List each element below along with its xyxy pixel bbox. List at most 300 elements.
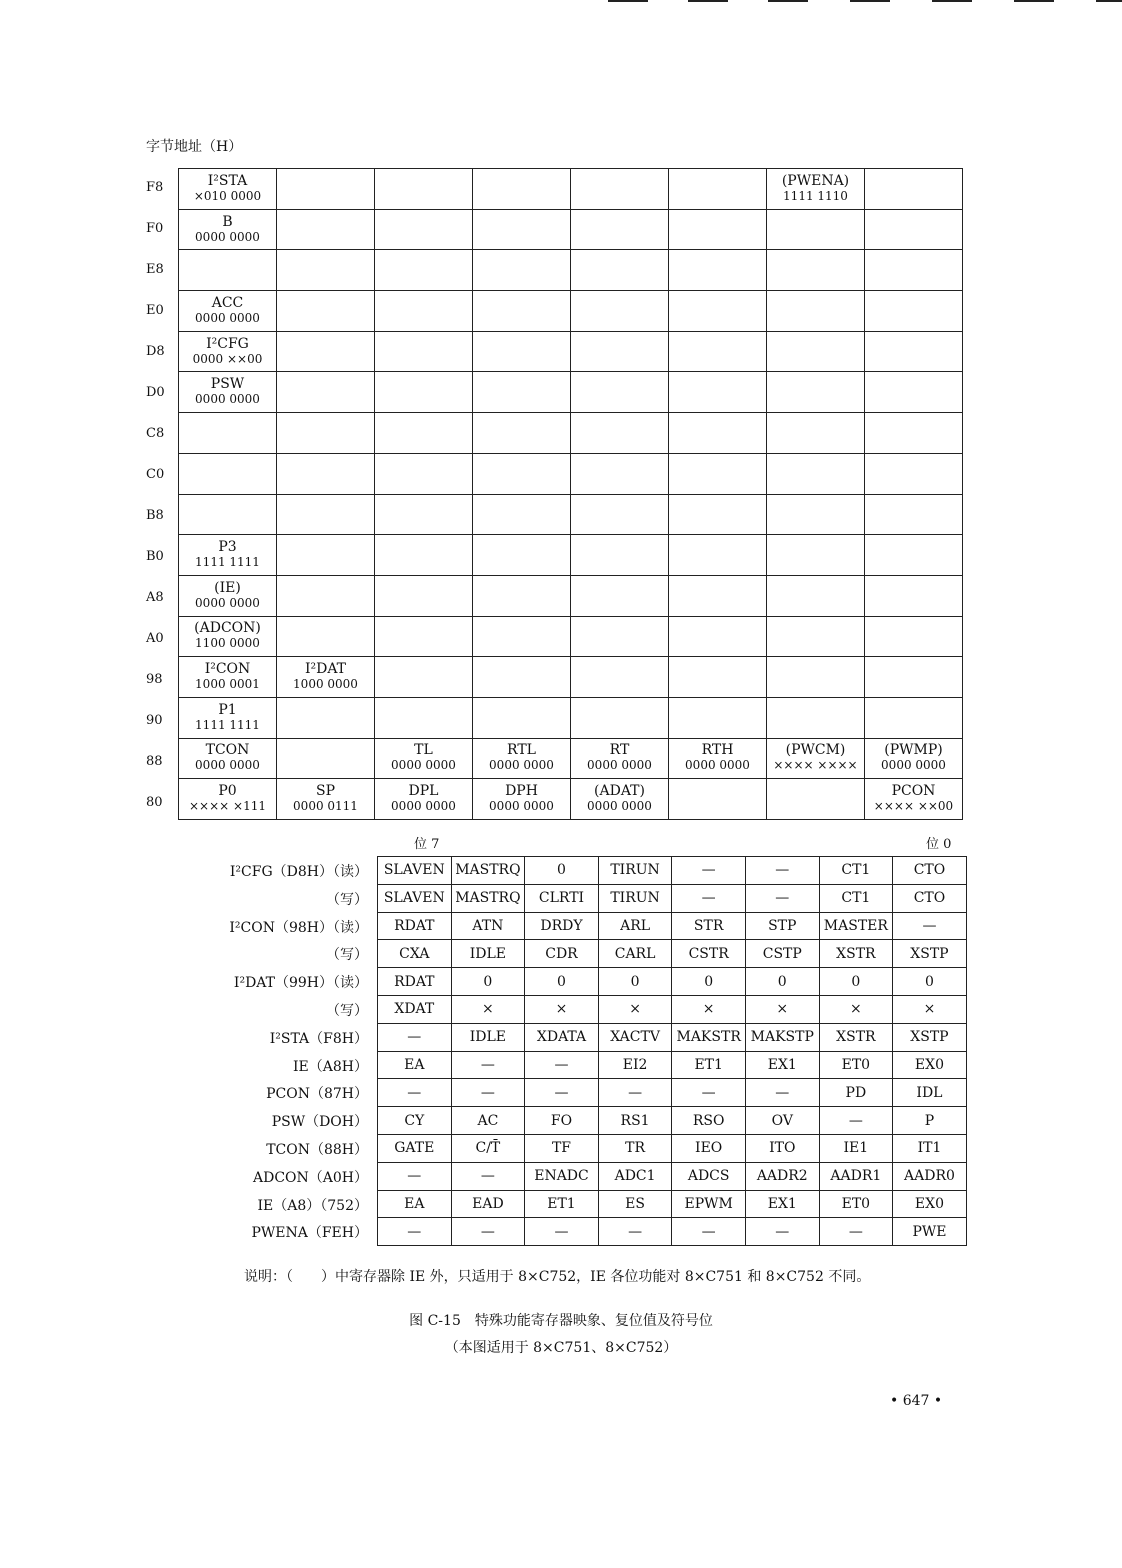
top-rule bbox=[1096, 0, 1122, 2]
map-cell bbox=[767, 697, 865, 738]
map-cell bbox=[865, 779, 963, 820]
address-label: B0 bbox=[146, 549, 164, 564]
map-cell bbox=[375, 738, 473, 779]
bit-row-label: PCON（87H） bbox=[266, 1086, 368, 1103]
bit-row-label: I²CFG（D8H）（读） bbox=[229, 864, 368, 880]
address-label: F0 bbox=[146, 221, 164, 236]
bit-cell: — bbox=[745, 857, 819, 885]
bit-cell: — bbox=[745, 1218, 819, 1246]
map-cell bbox=[865, 291, 963, 332]
map-cell bbox=[277, 738, 375, 779]
map-cell bbox=[473, 738, 571, 779]
register-name: TL bbox=[414, 742, 433, 759]
map-cell bbox=[277, 169, 375, 210]
bit-cell: — bbox=[451, 1218, 525, 1246]
map-row bbox=[179, 413, 963, 454]
register-name: I²CON bbox=[204, 661, 251, 678]
bit-row-label: TCON（88H） bbox=[266, 1142, 368, 1158]
address-label: A8 bbox=[146, 590, 164, 605]
map-cell bbox=[669, 291, 767, 332]
address-label: B8 bbox=[146, 508, 164, 523]
top-rule bbox=[768, 0, 808, 2]
reset-value: 0000 0111 bbox=[293, 799, 358, 814]
bit-cell: CT1 bbox=[819, 884, 893, 912]
map-cell bbox=[669, 779, 767, 820]
bit-cell: STR bbox=[672, 912, 746, 940]
reset-value: 0000 0000 bbox=[587, 758, 652, 773]
map-row bbox=[179, 535, 963, 576]
reset-value: 0000 0000 bbox=[489, 799, 554, 814]
address-label: E0 bbox=[146, 303, 164, 318]
reset-value: 0000 0000 bbox=[391, 758, 456, 773]
map-cell bbox=[669, 413, 767, 454]
map-cell bbox=[375, 494, 473, 535]
bit-cell: × bbox=[525, 995, 599, 1023]
map-cell bbox=[277, 291, 375, 332]
map-cell bbox=[669, 494, 767, 535]
map-cell bbox=[571, 738, 669, 779]
address-label: 98 bbox=[146, 672, 163, 687]
bit-cell: TF bbox=[525, 1134, 599, 1162]
figure-caption: 图 C-15 特殊功能寄存器映象、复位值及符号位 bbox=[409, 1313, 713, 1329]
top-rule bbox=[608, 0, 648, 2]
map-cell bbox=[179, 616, 277, 657]
bit-cell: ET0 bbox=[819, 1051, 893, 1079]
map-cell bbox=[767, 616, 865, 657]
top-rule bbox=[1014, 0, 1054, 2]
register-name: (PWENA) bbox=[781, 172, 850, 189]
bit-cell: MAKSTR bbox=[672, 1023, 746, 1051]
bit-row bbox=[378, 1051, 967, 1079]
bit-row bbox=[378, 1162, 967, 1190]
register-name: I²CFG bbox=[206, 335, 249, 352]
map-cell bbox=[669, 331, 767, 372]
address-label: 80 bbox=[146, 795, 163, 810]
map-cell bbox=[179, 779, 277, 820]
map-cell bbox=[767, 779, 865, 820]
bit-cell: AADR0 bbox=[893, 1162, 967, 1190]
bit-cell: EA bbox=[378, 1051, 452, 1079]
bit-cell: × bbox=[672, 995, 746, 1023]
map-cell bbox=[375, 697, 473, 738]
bit-cell: CTO bbox=[893, 857, 967, 885]
bit-cell: C/T̄ bbox=[451, 1134, 525, 1162]
map-cell bbox=[669, 372, 767, 413]
bit-cell: CXA bbox=[378, 940, 452, 968]
map-cell bbox=[277, 331, 375, 372]
top-rule bbox=[850, 0, 890, 2]
bit-cell: × bbox=[451, 995, 525, 1023]
reset-value: 0000 0000 bbox=[195, 595, 260, 610]
map-cell bbox=[571, 169, 669, 210]
reset-value: ×010 0000 bbox=[193, 188, 262, 203]
map-row bbox=[179, 697, 963, 738]
reset-value: 0000 0000 bbox=[195, 758, 260, 773]
map-cell bbox=[473, 413, 571, 454]
map-cell bbox=[277, 657, 375, 698]
bit-cell: — bbox=[745, 1079, 819, 1107]
map-cell bbox=[767, 657, 865, 698]
bit-cell: — bbox=[525, 1218, 599, 1246]
bit-cell: EX0 bbox=[893, 1190, 967, 1218]
bit-row-label: I²DAT（99H）（读） bbox=[233, 975, 368, 992]
map-cell bbox=[375, 575, 473, 616]
bit-cell: IDL bbox=[893, 1079, 967, 1107]
bit-cell: ITO bbox=[745, 1134, 819, 1162]
map-cell bbox=[179, 535, 277, 576]
bit-cell: EX0 bbox=[893, 1051, 967, 1079]
map-cell bbox=[571, 535, 669, 576]
reset-value: 1000 0000 bbox=[293, 677, 358, 692]
bit-row bbox=[378, 968, 967, 996]
reset-value: 0000 ××00 bbox=[192, 351, 263, 366]
map-cell bbox=[767, 209, 865, 250]
map-cell bbox=[865, 169, 963, 210]
reset-value: 1111 1111 bbox=[195, 717, 260, 732]
bit7-label: 位 7 bbox=[414, 837, 440, 852]
bit-cell: MAKSTP bbox=[745, 1023, 819, 1051]
bit-cell: ET1 bbox=[672, 1051, 746, 1079]
map-cell bbox=[277, 779, 375, 820]
bit-symbol-table bbox=[377, 856, 967, 1246]
map-cell bbox=[865, 535, 963, 576]
map-cell bbox=[669, 738, 767, 779]
reset-value: ×××× ×111 bbox=[189, 799, 266, 814]
bit-cell: FO bbox=[525, 1107, 599, 1135]
map-cell bbox=[277, 250, 375, 291]
map-cell bbox=[669, 209, 767, 250]
map-cell bbox=[473, 250, 571, 291]
reset-value: 1000 0001 bbox=[195, 677, 260, 692]
map-cell bbox=[375, 250, 473, 291]
bit-cell: 0 bbox=[819, 968, 893, 996]
bit-row bbox=[378, 1079, 967, 1107]
bit-cell: ARL bbox=[598, 912, 672, 940]
register-name: P0 bbox=[218, 783, 237, 800]
register-name: (PWCM) bbox=[785, 742, 846, 759]
bit-cell: ENADC bbox=[525, 1162, 599, 1190]
map-cell bbox=[277, 209, 375, 250]
address-label: C0 bbox=[146, 467, 165, 482]
bit-cell: ATN bbox=[451, 912, 525, 940]
bit-cell: OV bbox=[745, 1107, 819, 1135]
map-row bbox=[179, 738, 963, 779]
bit-row bbox=[378, 940, 967, 968]
bit-cell: CTO bbox=[893, 884, 967, 912]
reset-value: 0000 0000 bbox=[195, 392, 260, 407]
reset-value: 1111 1111 bbox=[195, 555, 260, 570]
bit-row bbox=[378, 912, 967, 940]
bit0-label: 位 0 bbox=[926, 837, 952, 852]
map-cell bbox=[277, 697, 375, 738]
bit-cell: — bbox=[378, 1218, 452, 1246]
map-cell bbox=[865, 413, 963, 454]
map-cell bbox=[669, 535, 767, 576]
register-name: RT bbox=[609, 742, 630, 759]
bit-cell: CDR bbox=[525, 940, 599, 968]
map-cell bbox=[179, 413, 277, 454]
figure-subcaption: （本图适用于 8×C751、8×C752） bbox=[444, 1340, 678, 1356]
bit-cell: — bbox=[525, 1051, 599, 1079]
bit-cell: — bbox=[451, 1162, 525, 1190]
map-cell bbox=[473, 494, 571, 535]
register-name: DPH bbox=[505, 783, 538, 800]
bit-cell: XACTV bbox=[598, 1023, 672, 1051]
map-cell bbox=[375, 779, 473, 820]
address-label: F8 bbox=[146, 180, 164, 195]
map-cell bbox=[473, 331, 571, 372]
bit-cell: RDAT bbox=[378, 912, 452, 940]
bit-row bbox=[378, 1190, 967, 1218]
map-cell bbox=[179, 250, 277, 291]
bit-row-label: （写） bbox=[326, 947, 368, 964]
bit-cell: 0 bbox=[598, 968, 672, 996]
map-cell bbox=[767, 291, 865, 332]
map-cell bbox=[767, 169, 865, 210]
map-cell bbox=[277, 413, 375, 454]
register-name: ACC bbox=[211, 294, 244, 311]
map-row bbox=[179, 250, 963, 291]
bit-row-label: IE（A8H） bbox=[293, 1058, 368, 1075]
map-cell bbox=[179, 169, 277, 210]
map-cell bbox=[277, 494, 375, 535]
bit-cell: × bbox=[598, 995, 672, 1023]
bit-cell: CSTR bbox=[672, 940, 746, 968]
bit-row bbox=[378, 884, 967, 912]
map-cell bbox=[375, 453, 473, 494]
map-cell bbox=[767, 575, 865, 616]
map-cell bbox=[571, 697, 669, 738]
map-cell bbox=[571, 331, 669, 372]
map-cell bbox=[669, 697, 767, 738]
top-rule bbox=[688, 0, 728, 2]
map-cell bbox=[375, 291, 473, 332]
reset-value: 0000 0000 bbox=[489, 758, 554, 773]
reset-value: 0000 0000 bbox=[685, 758, 750, 773]
map-cell bbox=[473, 209, 571, 250]
bit-row-label: I²CON（98H）（读） bbox=[229, 919, 368, 936]
map-cell bbox=[179, 738, 277, 779]
bit-cell: EA bbox=[378, 1190, 452, 1218]
map-cell bbox=[179, 575, 277, 616]
register-name: RTH bbox=[701, 742, 734, 759]
map-cell bbox=[473, 779, 571, 820]
page-number: • 647 • bbox=[890, 1393, 943, 1409]
map-cell bbox=[865, 209, 963, 250]
map-cell bbox=[767, 250, 865, 291]
map-cell bbox=[571, 372, 669, 413]
map-cell bbox=[473, 453, 571, 494]
reset-value: ×××× ××00 bbox=[873, 799, 954, 814]
map-cell bbox=[277, 616, 375, 657]
bit-row-label: I²STA（F8H） bbox=[269, 1030, 368, 1047]
map-cell bbox=[277, 535, 375, 576]
bit-cell: TIRUN bbox=[598, 857, 672, 885]
bit-cell: 0 bbox=[525, 968, 599, 996]
bit-cell: CY bbox=[378, 1107, 452, 1135]
map-row bbox=[179, 372, 963, 413]
map-row bbox=[179, 575, 963, 616]
bit-cell: TR bbox=[598, 1134, 672, 1162]
bit-cell: — bbox=[672, 884, 746, 912]
register-name: (IE) bbox=[214, 579, 241, 596]
map-cell bbox=[669, 575, 767, 616]
reset-value: 0000 0000 bbox=[881, 758, 946, 773]
bit-cell: — bbox=[672, 1079, 746, 1107]
bit-cell: × bbox=[819, 995, 893, 1023]
map-row bbox=[179, 291, 963, 332]
map-cell bbox=[669, 453, 767, 494]
map-cell bbox=[767, 413, 865, 454]
bit-cell: — bbox=[378, 1162, 452, 1190]
bit-cell: ET0 bbox=[819, 1190, 893, 1218]
register-name: I²DAT bbox=[304, 661, 347, 678]
map-cell bbox=[473, 616, 571, 657]
bit-cell: — bbox=[525, 1079, 599, 1107]
bit-cell: MASTRQ bbox=[451, 857, 525, 885]
map-cell bbox=[179, 453, 277, 494]
map-cell bbox=[865, 657, 963, 698]
register-name: B bbox=[222, 213, 233, 230]
map-cell bbox=[179, 657, 277, 698]
map-cell bbox=[375, 331, 473, 372]
bit-cell: ADC1 bbox=[598, 1162, 672, 1190]
map-cell bbox=[179, 494, 277, 535]
map-cell bbox=[375, 169, 473, 210]
map-cell bbox=[375, 209, 473, 250]
address-label: 90 bbox=[146, 713, 163, 728]
reset-value: 0000 0000 bbox=[195, 229, 260, 244]
bit-cell: GATE bbox=[378, 1134, 452, 1162]
bit-row bbox=[378, 1218, 967, 1246]
map-cell bbox=[571, 209, 669, 250]
bit-row bbox=[378, 995, 967, 1023]
map-cell bbox=[865, 575, 963, 616]
bit-cell: CT1 bbox=[819, 857, 893, 885]
bit-row-label: ADCON（A0H） bbox=[252, 1169, 368, 1186]
bit-cell: RS1 bbox=[598, 1107, 672, 1135]
map-cell bbox=[277, 372, 375, 413]
bit-row-label: PWENA（FEH） bbox=[251, 1225, 368, 1242]
bit-cell: — bbox=[451, 1079, 525, 1107]
map-cell bbox=[179, 331, 277, 372]
map-cell bbox=[473, 535, 571, 576]
map-cell bbox=[179, 697, 277, 738]
map-row bbox=[179, 453, 963, 494]
bit-cell: RSO bbox=[672, 1107, 746, 1135]
map-cell bbox=[473, 657, 571, 698]
register-name: (ADCON) bbox=[194, 620, 261, 637]
address-label: A0 bbox=[146, 631, 164, 646]
bit-cell: 0 bbox=[451, 968, 525, 996]
map-cell bbox=[865, 331, 963, 372]
map-cell bbox=[179, 372, 277, 413]
bit-cell: IDLE bbox=[451, 940, 525, 968]
bit-cell: EAD bbox=[451, 1190, 525, 1218]
bit-cell: 0 bbox=[893, 968, 967, 996]
reset-value: 0000 0000 bbox=[195, 310, 260, 325]
sfr-map-table bbox=[178, 168, 963, 820]
bit-cell: ET1 bbox=[525, 1190, 599, 1218]
bit-row-label: （写） bbox=[326, 1003, 368, 1019]
map-cell bbox=[767, 535, 865, 576]
map-cell bbox=[767, 738, 865, 779]
bit-cell: 0 bbox=[672, 968, 746, 996]
map-row bbox=[179, 657, 963, 698]
bit-cell: P bbox=[893, 1107, 967, 1135]
byte-address-header: 字节地址（H） bbox=[146, 139, 243, 155]
map-row bbox=[179, 331, 963, 372]
address-label: D0 bbox=[146, 385, 165, 400]
map-row bbox=[179, 494, 963, 535]
bit-cell: — bbox=[378, 1079, 452, 1107]
map-cell bbox=[571, 779, 669, 820]
map-cell bbox=[571, 494, 669, 535]
address-label: C8 bbox=[146, 426, 165, 441]
map-cell bbox=[865, 697, 963, 738]
bit-cell: AADR2 bbox=[745, 1162, 819, 1190]
reset-value: 1111 1110 bbox=[783, 188, 848, 203]
map-cell bbox=[669, 169, 767, 210]
map-cell bbox=[669, 250, 767, 291]
map-cell bbox=[375, 372, 473, 413]
map-cell bbox=[571, 453, 669, 494]
bit-row bbox=[378, 1107, 967, 1135]
bit-cell: DRDY bbox=[525, 912, 599, 940]
map-cell bbox=[571, 657, 669, 698]
map-cell bbox=[865, 372, 963, 413]
reset-value: 0000 0000 bbox=[391, 799, 456, 814]
bit-cell: × bbox=[893, 995, 967, 1023]
reset-value: 1100 0000 bbox=[195, 636, 260, 651]
map-row bbox=[179, 779, 963, 820]
bit-row-label: （写） bbox=[326, 891, 368, 908]
register-name: I²STA bbox=[207, 172, 248, 189]
map-cell bbox=[277, 575, 375, 616]
bit-row bbox=[378, 857, 967, 885]
register-name: TCON bbox=[205, 742, 250, 759]
map-row bbox=[179, 169, 963, 210]
bit-cell: ADCS bbox=[672, 1162, 746, 1190]
bit-cell: 0 bbox=[525, 857, 599, 885]
map-cell bbox=[375, 535, 473, 576]
register-name: P1 bbox=[218, 701, 237, 718]
map-cell bbox=[767, 372, 865, 413]
map-cell bbox=[473, 169, 571, 210]
map-cell bbox=[767, 494, 865, 535]
address-label: E8 bbox=[146, 262, 164, 277]
map-cell bbox=[865, 738, 963, 779]
map-cell bbox=[375, 657, 473, 698]
address-label: D8 bbox=[146, 344, 165, 359]
map-cell bbox=[865, 250, 963, 291]
bit-row-label: PSW（DOH） bbox=[271, 1114, 368, 1131]
address-label: 88 bbox=[146, 754, 163, 769]
bit-cell: CARL bbox=[598, 940, 672, 968]
map-cell bbox=[179, 209, 277, 250]
bit-cell: — bbox=[598, 1218, 672, 1246]
register-name: PSW bbox=[210, 376, 245, 393]
map-cell bbox=[669, 616, 767, 657]
bit-cell: — bbox=[451, 1051, 525, 1079]
map-cell bbox=[767, 331, 865, 372]
map-cell bbox=[473, 575, 571, 616]
bit-cell: IDLE bbox=[451, 1023, 525, 1051]
map-cell bbox=[865, 494, 963, 535]
bit-cell: SLAVEN bbox=[378, 884, 452, 912]
register-name: (PWMP) bbox=[884, 742, 943, 759]
bit-cell: RDAT bbox=[378, 968, 452, 996]
